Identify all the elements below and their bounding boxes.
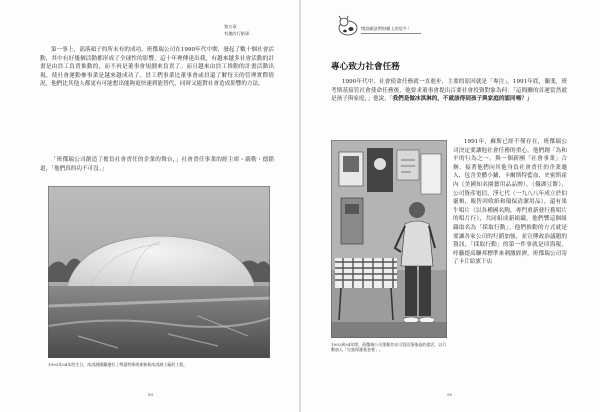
- chapter-title: 有趣的行銷事: [224, 31, 250, 36]
- header-rule: [361, 33, 421, 34]
- cow-cartoon-icon: [335, 14, 361, 38]
- dome-photo-svg: [48, 186, 270, 358]
- right-paragraph-1: [331, 78, 567, 104]
- dome-building-photo: [48, 186, 270, 358]
- man-at-booth-photo: [331, 140, 447, 338]
- running-title: 增設願意們財願上的危牛！: [361, 26, 412, 31]
- highlighted-quote: 我們是做冰淇淋的，不就該得到孩子與家庭的認同嗎？」: [392, 96, 533, 103]
- left-page: [0, 0, 299, 412]
- chapter-label: 第五章: [224, 24, 237, 29]
- body-paragraph-2: 「班傑瑞公司創造了擔負社會責任的企業的舞台，」社會責任事業的經主席・薩勒・德錯道，「他們真的功不可沒。」: [40, 157, 274, 172]
- right-paragraph-1-text: 1990年代中，社會使命任務就一直進步，主要的原因就是「專注」。1991年底，蘭斐，班考斯基接管社會使命任務後，他要求董事會提出百要社會投資對象為何：「這間聯的首運當然就是孩子與家庭，」他說，「: [331, 79, 567, 103]
- page-number-left: 89: [148, 392, 154, 397]
- right-photo-caption: 1992到94年間，班傑瑞公司推動其亮可買回蛋捲造的提活，以行動加入「兒童保護基金會」。: [331, 342, 447, 352]
- right-page: [301, 0, 600, 412]
- page-number-right: 90: [447, 392, 453, 397]
- body-paragraph-1: 第一事上，部落頭子的所未有的成功。班傑瑞公司在1990年代中期，發起了數十個社會活動，其中有好幾個活動都形成了全球性的影響，這十年裡傳達出我，有越來越多社會活動的計畫是由員工負責推動的，而不再是董事會規劃來負責了。而且越來由員工推動的計畫活動出現，使社會運動參事業是越來越成功了。員工們事業比董事會或員還了解每天的管理實際情況，他們比其他人都更有可能想出能夠更快速到能替代，同時又能對社會造成影響的方法。: [40, 47, 274, 88]
- booth-photo-svg: [331, 140, 447, 338]
- left-photo-caption: 1993年94年的生日，冰淇淋圍籬邊拉了傳還特殊獎東新新冰淇淋工廠的工程。: [48, 362, 188, 367]
- right-paragraph-2: 1991年，蘇斯已經不僅存在，班傑瑞公司決定要讓他社會任務的重心。他們創「為和平的行為之一，與一個新團「社會事業」合辦。接著他們向其他身負社會責任的企業邀入，包含美體小鋪、卡爾斯特藍血，史密斯霍內（美國知名園藝用品品牌），（優湖豆餅）、公司資產電信，淨七代（一九八八年成立於伯靈頓，販售回收紙和環保清潔用品），還有果牛唱片（以各種國名陶，專門重新發行舊唱片的唱片行），共同組成新組織。他們響這個組織取名為「採取行動」。他們推動的方式就是要讓各家公司的行銷加強，並宣傳政治議題的資訊。「採取行動」的第一件事就是印海報，呼籲提高聯邦標準來刺激經濟，班傑瑞公司寄了卡片給旗下店: [453, 139, 567, 266]
- section-heading: 專心致力社會任務: [331, 62, 400, 72]
